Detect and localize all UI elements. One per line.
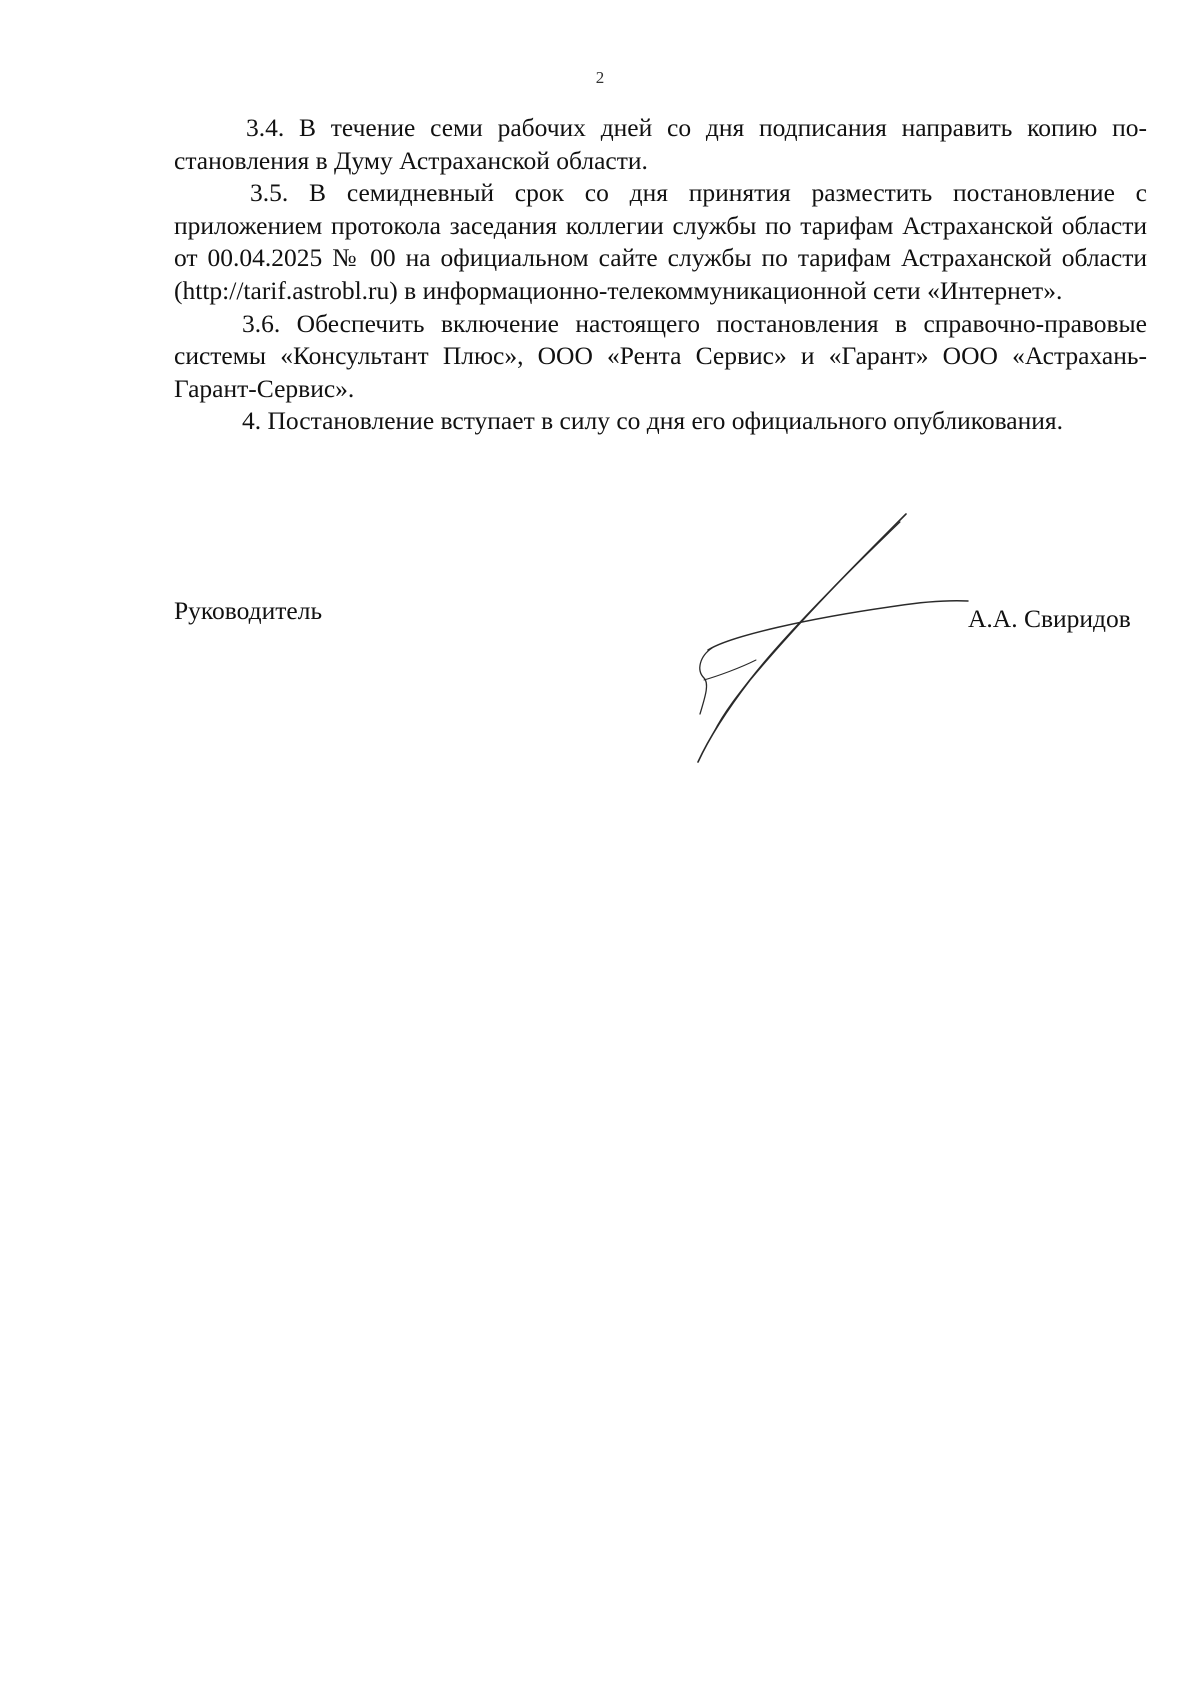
handwritten-signature-icon	[660, 500, 980, 770]
document-body	[174, 112, 1147, 438]
paragraph-3-6: 3.6. Обеспечить включение настоящего постановления в справочно-правовые системы «Консультант Плюс», ООО «Рента Сервис» и «Гарант» ООО «Астрахань-Гарант-Сервис».	[174, 308, 1147, 403]
paragraph-3-5: 3.5. В семидневный срок со дня принятия разместить постановление с приложением протокола заседания коллегии службы по тарифам Астраханской области от 00.04.2025 № 00 на официальном сайте службы по тарифам Астраханской области (http://tarif.astrobl.ru) в информационно-телекоммуникационной сети «Интернет».	[174, 178, 1147, 305]
signer-name: А.А. Свиридов	[968, 604, 1131, 633]
position-title: Руководитель	[174, 596, 323, 625]
page-number: 2	[595, 68, 605, 87]
paragraph-4: 4. Постановление вступает в силу со дня его официального опубликования.	[242, 406, 1063, 436]
paragraph-3-4: 3.4. В течение семи рабочих дней со дня подписания направить копию постановления в Думу Астраханской области.	[174, 113, 1147, 175]
